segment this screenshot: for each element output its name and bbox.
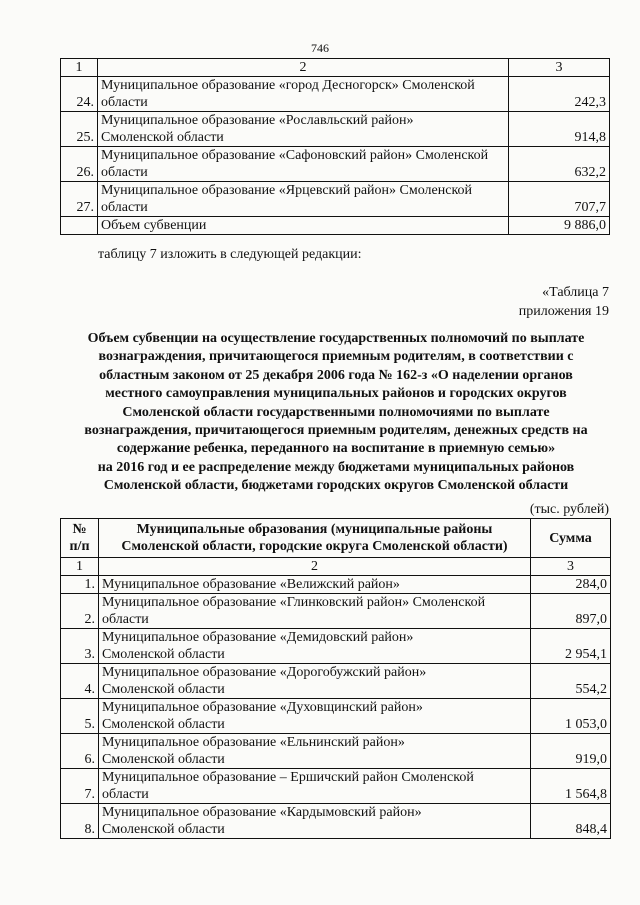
- row-amount: 919,0: [531, 734, 611, 769]
- col-header-municipality: [99, 519, 531, 558]
- row-amount: 707,7: [509, 182, 610, 217]
- title-line: вознаграждения, причитающегося приемным родителям, в соответствии с: [98, 349, 574, 365]
- row-amount: 554,2: [531, 664, 611, 699]
- index-cell: 2: [98, 59, 509, 77]
- row-name-line: Смоленской области: [101, 130, 224, 145]
- table-row: [61, 804, 611, 839]
- row-amount: 914,8: [509, 112, 610, 147]
- total-amount: 9 886,0: [509, 217, 610, 235]
- row-name-line: Смоленской области: [102, 647, 225, 662]
- title-line: областным законом от 25 декабря 2006 года № 162-з «О наделении органов: [99, 367, 573, 383]
- table-caption: [519, 283, 609, 321]
- row-name-line: Муниципальное образование «Дорогобужский район»: [102, 665, 427, 680]
- subsidy-table: [60, 518, 611, 839]
- row-number: 4.: [61, 664, 99, 699]
- title-line: Смоленской области, бюджетами городских округов Смоленской области: [103, 478, 569, 494]
- table-index-row: [61, 59, 610, 77]
- col-header-number: [61, 519, 99, 558]
- row-name-line: Муниципальное образование «Духовщинский район»: [102, 700, 423, 715]
- header-line: №: [72, 522, 87, 537]
- row-name-line: Муниципальное образование «Ельнинский район»: [102, 735, 405, 750]
- row-name-line: Смоленской области: [102, 752, 225, 767]
- row-name: [99, 629, 531, 664]
- table-index-row: [61, 558, 611, 576]
- table-row: [61, 734, 611, 769]
- row-number: 27.: [61, 182, 98, 217]
- row-name: [98, 112, 509, 147]
- empty-cell: [61, 217, 98, 235]
- row-name-line: Смоленской области: [102, 682, 225, 697]
- total-row: [61, 217, 610, 235]
- index-cell: 3: [531, 558, 611, 576]
- table-row: [61, 629, 611, 664]
- continued-table: [60, 58, 610, 235]
- row-number: 5.: [61, 699, 99, 734]
- title-line: вознаграждения, причитающегося приемным родителям, денежных средств на: [84, 423, 588, 439]
- table-row: [61, 147, 610, 182]
- row-name-line: Муниципальное образование «Кардымовский район»: [102, 805, 422, 820]
- header-line: Смоленской области, городские округа Смоленской области): [121, 539, 508, 554]
- row-number: 7.: [61, 769, 99, 804]
- document-title: [62, 330, 610, 496]
- row-name-line: Смоленской области: [102, 717, 225, 732]
- table-header-row: [61, 519, 611, 558]
- index-cell: 1: [61, 59, 98, 77]
- table-row: [61, 594, 611, 629]
- row-name: [99, 804, 531, 839]
- header-line: Муниципальные образования (муниципальные районы: [136, 522, 493, 537]
- title-line: на 2016 год и ее распределение между бюджетами муниципальных районов: [97, 459, 575, 475]
- row-number: 26.: [61, 147, 98, 182]
- title-line: Объем субвенции на осуществление государственных полномочий по выплате: [87, 331, 585, 346]
- table-row: [61, 699, 611, 734]
- row-name-line: Муниципальное образование «Глинковский район» Смоленской: [102, 595, 486, 610]
- row-number: 1.: [61, 576, 99, 594]
- row-name: [98, 77, 509, 112]
- row-number: 25.: [61, 112, 98, 147]
- row-name: [98, 182, 509, 217]
- row-number: 8.: [61, 804, 99, 839]
- row-name-line: Муниципальное образование «Сафоновский район» Смоленской: [101, 148, 489, 163]
- table-row: [61, 182, 610, 217]
- table-row: [61, 664, 611, 699]
- row-amount: 1 053,0: [531, 699, 611, 734]
- row-name: [99, 594, 531, 629]
- intro-text: таблицу 7 изложить в следующей редакции:: [98, 247, 362, 262]
- title-line: местного самоуправления муниципальных районов и городских округов: [105, 386, 567, 402]
- table-row: [61, 769, 611, 804]
- row-number: 3.: [61, 629, 99, 664]
- row-name-line: Муниципальное образование «Ярцевский район» Смоленской: [101, 183, 473, 198]
- row-number: 6.: [61, 734, 99, 769]
- title-line: Смоленской области государственными полномочиями по выплате: [122, 404, 550, 420]
- row-name: [99, 699, 531, 734]
- row-number: 2.: [61, 594, 99, 629]
- row-name: [99, 664, 531, 699]
- row-name-line: Муниципальное образование «город Десногорск» Смоленской: [101, 78, 475, 93]
- table-row: [61, 576, 611, 594]
- title-line: содержание ребенка, переданного на воспитание в приемную семью»: [116, 441, 556, 457]
- col-header-sum: Сумма: [531, 519, 611, 558]
- caption-line: приложения 19: [518, 304, 609, 319]
- caption-line: «Таблица 7: [542, 285, 609, 300]
- row-name-line: Смоленской области: [102, 822, 225, 837]
- row-amount: 2 954,1: [531, 629, 611, 664]
- index-cell: 3: [509, 59, 610, 77]
- row-name: [99, 769, 531, 804]
- row-number: 24.: [61, 77, 98, 112]
- row-name-line: Муниципальное образование «Рославльский район»: [101, 113, 414, 128]
- row-name-line: Муниципальное образование – Ершичский район Смоленской: [102, 770, 474, 785]
- row-amount: 284,0: [531, 576, 611, 594]
- row-name-line: области: [102, 787, 149, 802]
- units-label: (тыс. рублей): [529, 502, 609, 517]
- page-number: 746: [311, 41, 329, 55]
- row-name: [98, 147, 509, 182]
- row-name: [99, 734, 531, 769]
- row-name-line: области: [101, 95, 148, 110]
- table-row: [61, 112, 610, 147]
- row-amount: 897,0: [531, 594, 611, 629]
- row-name: Муниципальное образование «Велижский район»: [99, 576, 531, 594]
- row-amount: 848,4: [531, 804, 611, 839]
- row-name-line: области: [102, 612, 149, 627]
- total-label: Объем субвенции: [98, 217, 509, 235]
- row-amount: 1 564,8: [531, 769, 611, 804]
- row-name-line: области: [101, 200, 148, 215]
- index-cell: 2: [99, 558, 531, 576]
- row-amount: 632,2: [509, 147, 610, 182]
- row-name-line: области: [101, 165, 148, 180]
- index-cell: 1: [61, 558, 99, 576]
- table-row: [61, 77, 610, 112]
- row-amount: 242,3: [509, 77, 610, 112]
- row-name-line: Муниципальное образование «Демидовский район»: [102, 630, 414, 645]
- header-line: п/п: [69, 539, 90, 554]
